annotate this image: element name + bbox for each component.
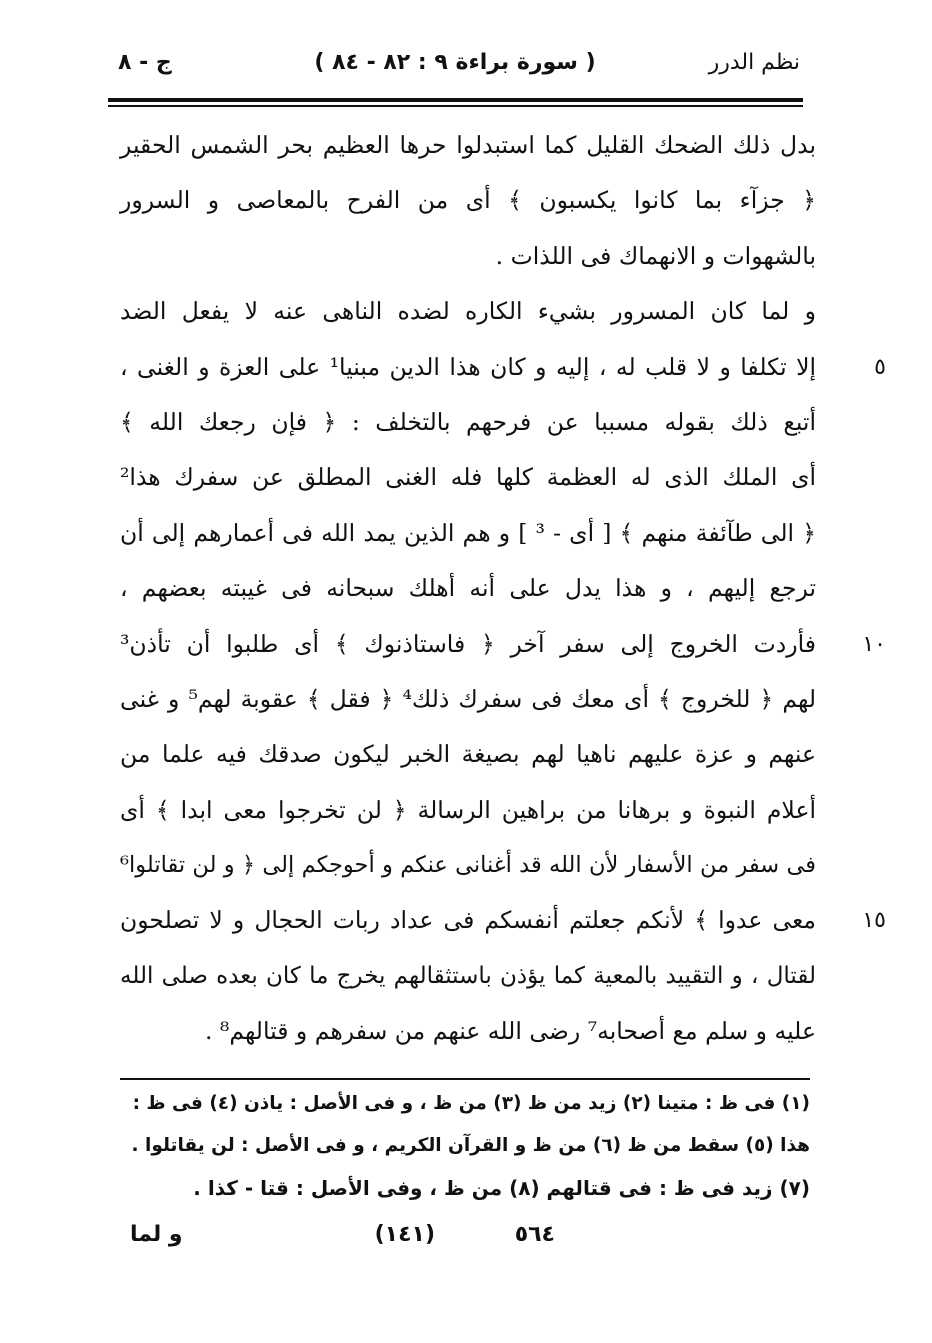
line-content: بدل ذلك الضحك القليل كما استبدلوا حرها العظيم بحر الشمس الحقير bbox=[120, 131, 816, 159]
header-rule-thin bbox=[108, 105, 803, 107]
line-content: فى سفر من الأسفار لأن الله قد أغنانى عنكم و أحوجكم إلى ﴿ و لن تقاتلوا⁶ bbox=[120, 852, 816, 879]
text-line bbox=[120, 561, 816, 616]
line-content: أتبع ذلك بقوله مسببا عن فرحهم بالتخلف : ﴿ فإن رجعك الله ﴾ bbox=[120, 407, 816, 436]
text-line bbox=[120, 506, 816, 561]
line-content: ﴿ جزآء بما كانوا يكسبون ﴾ أى من الفرح بالمعاصى و السرور bbox=[120, 186, 816, 215]
line-content: أعلام النبوة و برهانا من براهين الرسالة ﴿ لن تخرجوا معى ابدا ﴾ أى bbox=[120, 795, 816, 824]
book-title: نظم الدرر bbox=[708, 50, 800, 75]
text-line bbox=[120, 672, 816, 727]
line-content: ﴿ الى طآئفة منهم ﴾ [ أى - ³ ] و هم الذين يمد الله فى أعمارهم إلى أن bbox=[120, 518, 816, 547]
line-content: إلا تكلفا و لا قلب له ، إليه و كان هذا الدين مبنيا¹ على العزة و الغنى ، bbox=[120, 352, 816, 381]
sura-reference: ( سورة براءة ٩ : ٨٢ - ٨٤ ) bbox=[314, 50, 596, 75]
text-line bbox=[120, 284, 816, 339]
text-line bbox=[120, 727, 816, 782]
text-line bbox=[120, 949, 816, 1004]
text-line bbox=[120, 783, 816, 838]
line-content: لهم ﴿ للخروج ﴾ أى معك فى سفرك ذلك⁴ ﴿ فقل ﴾ عقوبة لهم⁵ و غنى bbox=[120, 684, 816, 713]
line-content: أى الملك الذى له العظمة كلها فله الغنى المطلق عن سفرك هذا² bbox=[120, 463, 816, 492]
text-line bbox=[120, 893, 886, 948]
text-line bbox=[120, 173, 816, 228]
line-number: ١٥ bbox=[862, 908, 886, 934]
line-content: و لما كان المسرور بشيء الكاره لضده الناهى عنه لا يفعل الضد bbox=[120, 297, 816, 326]
line-content: عليه و سلم مع أصحابه⁷ رضى الله عنهم من سفرهم و قتالهم⁸ . bbox=[204, 1017, 816, 1046]
footnote-line: (١) فى ظ : متينا (٢) زيد من ظ (٣) من ظ ، و فى الأصل : ياذن (٤) فى ظ : bbox=[132, 1093, 810, 1114]
line-content: فأردت الخروج إلى سفر آخر ﴿ فاستاذنوك ﴾ أى طلبوا أن تأذن³ bbox=[120, 629, 816, 658]
text-line bbox=[120, 340, 886, 395]
text-line bbox=[120, 395, 816, 450]
text-line bbox=[120, 118, 816, 173]
signature-mark: (١٤١) bbox=[374, 1222, 435, 1247]
volume-number: ج - ٨ bbox=[118, 50, 172, 75]
text-line bbox=[120, 838, 816, 893]
header-rule-thick bbox=[108, 98, 803, 102]
line-content: معى عدوا ﴾ لأنكم جعلتم أنفسكم فى عداد ربات الحجال و لا تصلحون bbox=[120, 906, 816, 935]
footnotes bbox=[120, 1083, 810, 1209]
line-number: ٥ bbox=[874, 354, 886, 380]
line-content: بالشهوات و الانهماك فى اللذات . bbox=[495, 241, 816, 270]
footnote-line: هذا (٥) سقط من ظ (٦) من ظ و القرآن الكريم ، و فى الأصل : لن يقاتلوا . bbox=[131, 1135, 810, 1156]
text-line bbox=[120, 1004, 816, 1059]
running-header bbox=[110, 50, 800, 90]
line-number: ١٠ bbox=[862, 631, 886, 657]
line-content: لقتال ، و التقييد بالمعية كما يؤذن باستثقالهم يخرج ما كان بعده صلى الله bbox=[120, 962, 816, 989]
footnote-rule bbox=[120, 1078, 810, 1080]
footnote-line: (٧) زيد فى ظ : فى قتالهم (٨) من ظ ، وفى الأصل : قتا - كذا . bbox=[193, 1176, 810, 1200]
text-line bbox=[120, 450, 816, 505]
line-content: ترجع إليهم ، و هذا يدل على أنه أهلك سبحانه فى غيبته بعضهم ، bbox=[120, 574, 816, 603]
page-number: ٥٦٤ bbox=[514, 1222, 555, 1247]
main-text bbox=[120, 118, 886, 1060]
text-line bbox=[120, 229, 816, 284]
catchword: و لما bbox=[130, 1222, 183, 1247]
page-footer bbox=[130, 1222, 750, 1262]
line-content: عنهم و عزة عليهم ناهيا لهم بصيغة الخبر ليكون صدقك فيه علما من bbox=[120, 740, 816, 769]
text-line bbox=[120, 617, 886, 672]
